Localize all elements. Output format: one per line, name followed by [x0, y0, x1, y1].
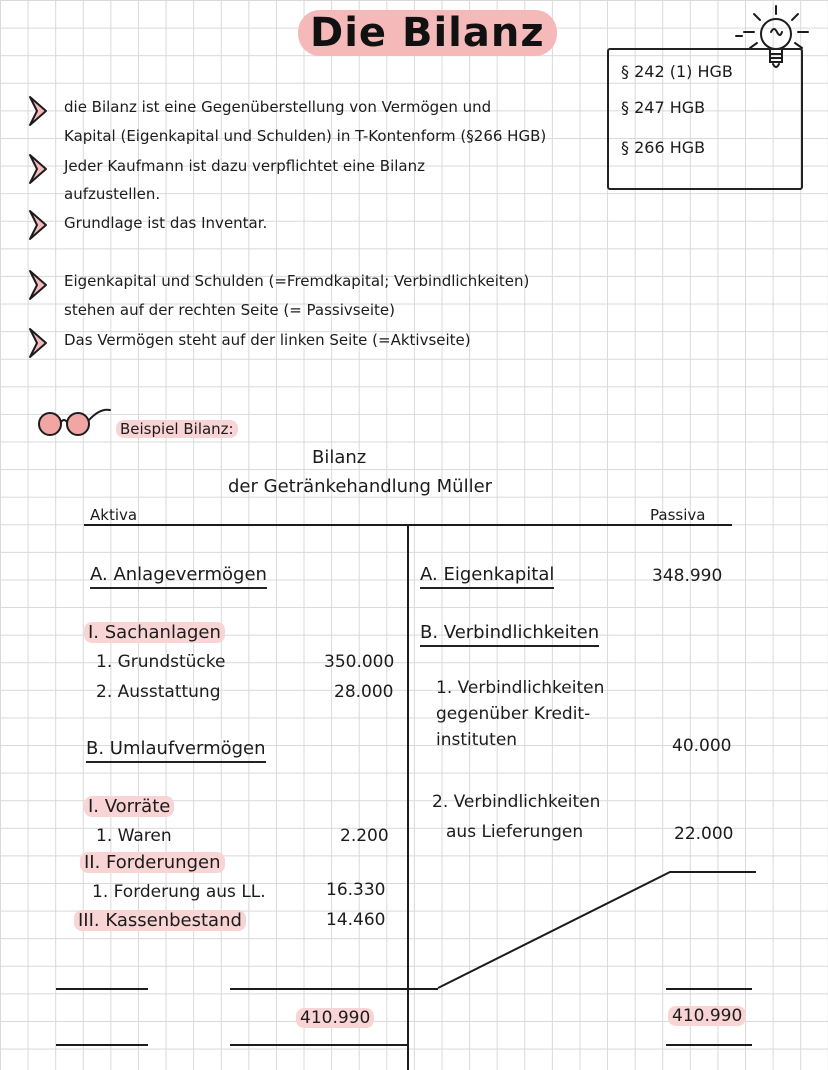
passiva-total	[668, 1006, 746, 1026]
example-label-text: Beispiel Bilanz:	[116, 420, 238, 438]
aktiva-a1-2-value: 28.000	[334, 682, 394, 702]
aktiva-a1-1-value: 350.000	[324, 652, 395, 672]
bullet-1-line-2: Kapital (Eigenkapital und Schulden) in T-Kontenform (§266 HGB)	[64, 127, 547, 145]
aktiva-b1-1-value: 2.200	[340, 826, 389, 846]
aktiva-a1	[84, 622, 225, 643]
bullet-4-line-2: stehen auf der rechten Seite (= Passivseite)	[64, 301, 395, 319]
chevron-bullet-icon	[26, 94, 52, 128]
chevron-bullet-icon	[26, 268, 52, 302]
passiva-b1-line-2: gegenüber Kredit-	[436, 704, 591, 724]
aktiva-b3	[74, 910, 246, 931]
balance-heading: Bilanz	[312, 447, 367, 468]
passiva-b2-line-1: 2. Verbindlichkeiten	[432, 792, 601, 812]
aktiva-b1-1: 1. Waren	[96, 826, 172, 846]
passiva-sum-line-right	[666, 988, 752, 990]
passiva-b2-value: 22.000	[674, 824, 734, 844]
chevron-bullet-icon	[26, 326, 52, 360]
aktiva-b1	[84, 796, 174, 817]
aktiva-b2	[80, 852, 225, 873]
passiva-a-value: 348.990	[652, 566, 723, 586]
aktiva-b2-1: 1. Forderung aus LL.	[92, 882, 266, 902]
passiva-label: Passiva	[650, 506, 706, 524]
aktiva-b2-text: II. Forderungen	[80, 852, 225, 873]
bullet-1-line-1: die Bilanz ist eine Gegenüberstellung von Vermögen und	[64, 98, 492, 116]
chevron-bullet-icon	[26, 208, 52, 242]
aktiva-sum-line-left	[56, 988, 148, 990]
aktiva-b-heading-text: B. Umlaufvermögen	[86, 738, 266, 763]
bullet-2-line-1: Jeder Kaufmann ist dazu verpflichtet eine Bilanz	[64, 157, 425, 175]
passiva-b-heading-text: B. Verbindlichkeiten	[420, 622, 599, 647]
passiva-b-heading	[420, 622, 599, 643]
passiva-b1-line-3: instituten	[436, 730, 518, 750]
passiva-a-heading-text: A. Eigenkapital	[420, 564, 554, 589]
hgb-ref-242: § 242 (1) HGB	[621, 62, 733, 81]
balance-subheading: der Getränkehandlung Müller	[228, 476, 493, 497]
passiva-b1-value: 40.000	[672, 736, 732, 756]
aktiva-b1-text: I. Vorräte	[84, 796, 174, 817]
chevron-bullet-icon	[26, 152, 52, 186]
bullet-3: Grundlage ist das Inventar.	[64, 214, 268, 232]
hgb-ref-247: § 247 HGB	[621, 98, 706, 117]
aktiva-b3-value: 14.460	[326, 910, 386, 930]
aktiva-double-line-right	[230, 1044, 408, 1046]
aktiva-a-heading	[90, 564, 267, 585]
aktiva-b3-text: III. Kassenbestand	[74, 910, 246, 931]
aktiva-label: Aktiva	[90, 506, 138, 524]
bullet-4-line-1: Eigenkapital und Schulden (=Fremdkapital; Verbindlichkeiten)	[64, 272, 530, 290]
passiva-closing-diagonal	[408, 860, 788, 1000]
aktiva-a-heading-text: A. Anlagevermögen	[90, 564, 267, 589]
aktiva-double-line-left	[56, 1044, 148, 1046]
aktiva-b2-1-value: 16.330	[326, 880, 386, 900]
passiva-sum-line-left	[408, 988, 438, 990]
passiva-total-text: 410.990	[668, 1006, 746, 1026]
passiva-a-heading	[420, 564, 554, 585]
aktiva-a1-1: 1. Grundstücke	[96, 652, 226, 672]
glasses-icon	[34, 402, 114, 440]
page-title	[298, 10, 557, 56]
aktiva-total	[296, 1008, 374, 1028]
hgb-ref-266: § 266 HGB	[621, 138, 706, 157]
passiva-b2-line-2: aus Lieferungen	[446, 822, 584, 842]
bullet-2-line-2: aufzustellen.	[64, 185, 161, 203]
aktiva-total-text: 410.990	[296, 1008, 374, 1028]
passiva-double-line	[666, 1044, 752, 1046]
page-title-text: Die Bilanz	[298, 10, 557, 56]
aktiva-a1-2: 2. Ausstattung	[96, 682, 221, 702]
aktiva-b-heading	[86, 738, 266, 759]
aktiva-sum-line-right	[230, 988, 408, 990]
aktiva-a1-text: I. Sachanlagen	[84, 622, 225, 643]
hgb-reference-box	[607, 48, 803, 190]
bullet-5: Das Vermögen steht auf der linken Seite (=Aktivseite)	[64, 331, 471, 349]
passiva-b1-line-1: 1. Verbindlichkeiten	[436, 678, 605, 698]
example-label	[116, 420, 238, 438]
